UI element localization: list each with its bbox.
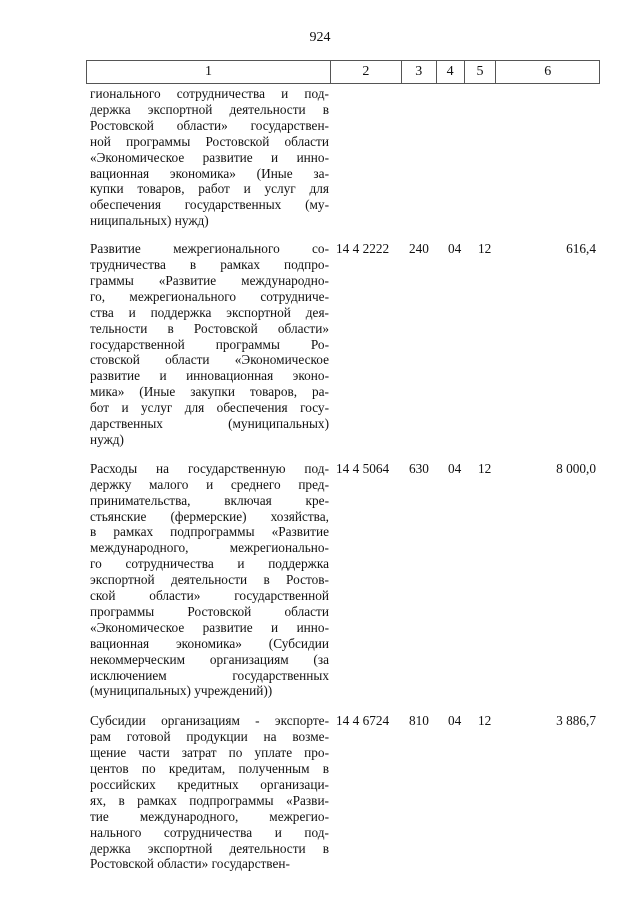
subsection-code: 12 — [478, 713, 492, 729]
amount: 8 000,0 — [556, 460, 596, 476]
description-line: государственной программы Ро- — [90, 336, 329, 352]
description-line: купки товаров, работ и услуг для — [90, 181, 329, 197]
table-row — [86, 713, 600, 872]
expense-type: 630 — [409, 460, 429, 476]
description-line: вационная экономика» (Иные за- — [90, 165, 329, 181]
description-line: «Экономическое развитие и инно- — [90, 149, 329, 165]
description-line: ниципальных) нужд) — [90, 213, 209, 229]
column-header-6: 6 — [544, 64, 552, 79]
description-line: «Экономическое развитие и инно- — [90, 619, 329, 635]
subsection-code: 12 — [478, 241, 492, 257]
description-line: ства и поддержка экспортной дея- — [90, 304, 329, 320]
description-line: стьянские (фермерские) хозяйства, — [90, 508, 329, 524]
description-line: (муниципальных) учреждений)) — [90, 683, 273, 699]
description-line: нального сотрудничества и под- — [90, 824, 329, 840]
section-code: 04 — [448, 241, 462, 257]
section-code: 04 — [448, 460, 462, 476]
description-line: развитие и инновационная эконо- — [90, 368, 329, 384]
row-description — [90, 713, 329, 872]
description-line: го сотрудничества и поддержка — [90, 556, 329, 572]
description-line: международного, межрегионально- — [90, 540, 329, 556]
expense-type: 810 — [409, 713, 429, 729]
table-row — [86, 86, 600, 229]
description-line: дарственных (муниципальных) — [90, 416, 329, 432]
page-number: 924 — [309, 30, 331, 45]
description-line: стовской области «Экономическое — [90, 352, 329, 368]
description-line: в рамках подпрограммы «Развитие — [90, 524, 329, 540]
description-line: рам готовой продукции на возме- — [90, 729, 329, 745]
description-line: Расходы на государственную под- — [90, 460, 329, 476]
description-line: трудничества в рамках подпро- — [90, 257, 329, 272]
description-line: программы Ростовской области — [90, 603, 329, 619]
description-line: ской области» государственной — [90, 588, 329, 604]
description-line: тие международного, межрегио- — [90, 808, 329, 824]
amount: 3 886,7 — [556, 713, 596, 729]
description-line: держка экспортной деятельности в — [90, 840, 329, 856]
description-line: ной программы Ростовской области — [90, 133, 329, 149]
description-line: держка экспортной деятельности в — [90, 101, 329, 117]
description-line: го, межрегионального сотрудниче- — [90, 288, 329, 304]
description-line: щение части затрат по уплате про- — [90, 745, 329, 761]
description-line: исключением государственных — [90, 667, 329, 683]
row-description — [90, 241, 329, 448]
section-code: 04 — [448, 713, 462, 729]
table-row — [86, 461, 600, 700]
row-description — [90, 461, 329, 700]
budget-code: 14 4 2222 — [336, 241, 390, 257]
description-line: центов по кредитам, полученным в — [90, 761, 329, 777]
description-line: российских кредитных организаци- — [90, 776, 329, 792]
column-header-5: 5 — [465, 61, 497, 83]
budget-code: 14 4 5064 — [336, 460, 390, 476]
column-header-1: 1 — [87, 61, 331, 83]
row-description — [90, 86, 329, 229]
description-line: принимательства, включая кре- — [90, 492, 329, 508]
description-line: гионального сотрудничества и под- — [90, 86, 329, 101]
description-line: Ростовской области» государствен- — [90, 856, 290, 872]
description-line: держку малого и среднего пред- — [90, 476, 329, 492]
description-line: обеспечения государственных (му- — [90, 197, 329, 213]
description-line: некоммерческим организациям (за — [90, 651, 329, 667]
expense-type: 240 — [409, 241, 429, 257]
table-header — [86, 60, 600, 84]
column-header-3: 3 — [402, 61, 437, 83]
subsection-code: 12 — [478, 460, 492, 476]
column-header-2: 2 — [331, 61, 402, 83]
description-line: вационная экономика» (Субсидии — [90, 635, 329, 651]
table-row — [86, 241, 600, 448]
description-line: Развитие межрегионального со- — [90, 241, 329, 257]
description-line: тельности в Ростовской области» — [90, 320, 329, 336]
description-line: Ростовской области» государствен- — [90, 117, 329, 133]
description-line: нужд) — [90, 431, 124, 447]
budget-code: 14 4 6724 — [336, 713, 390, 729]
description-line: бот и услуг для обеспечения госу- — [90, 400, 329, 416]
description-line: граммы «Развитие международно- — [90, 272, 329, 288]
description-line: ях, в рамках подпрограммы «Разви- — [90, 792, 329, 808]
column-header-4: 4 — [437, 61, 465, 83]
description-line: Субсидии организациям - экспорте- — [90, 713, 329, 729]
amount: 616,4 — [566, 241, 596, 257]
description-line: мика» (Иные закупки товаров, ра- — [90, 384, 329, 400]
description-line: экспортной деятельности в Ростов- — [90, 572, 329, 588]
